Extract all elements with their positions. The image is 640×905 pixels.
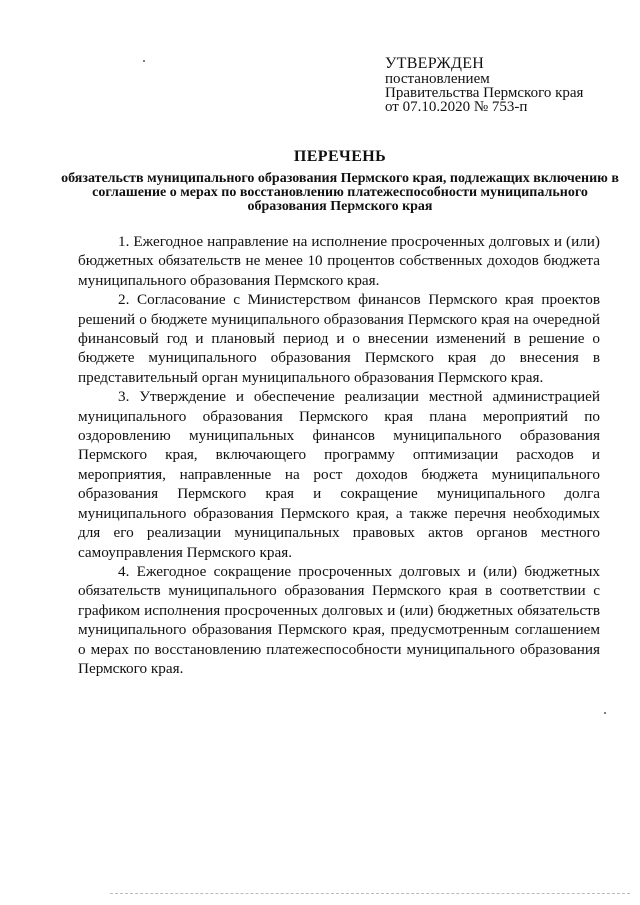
approval-stamp (385, 55, 625, 114)
document-title: ПЕРЕЧЕНЬ (293, 148, 387, 165)
document-body (78, 232, 600, 678)
approval-line: от 07.10.2020 № 753-п (385, 99, 528, 115)
list-item: 2. Согласование с Министерством финансов Пермского края проектов решений о бюджете муниципального образования Пермского края на очередной финансовый год и плановый период и о внесении изменений в решение о бюджете муниципального образования Пермского края до внесения в представительный орган муниципального образования Пермского края. (78, 291, 600, 386)
document-subtitle: обязательств муниципального образования Пермского края, подлежащих включению в соглашение о мерах по восстановлению платежеспособности муниципального образования Пермского края (61, 171, 619, 214)
approval-line: постановлением (385, 71, 490, 87)
approval-line: Правительства Пермского края (385, 85, 584, 101)
list-item: 4. Ежегодное сокращение просроченных долговых и (или) бюджетных обязательств муниципального образования Пермского края в соответствии с графиком исполнения просроченных долговых и (или) бюджетных обязательств муниципального образования Пермского края, предусмотренным соглашением о мерах по восстановлению платежеспособности муниципального образования Пермского края. (78, 562, 600, 677)
scan-edge-artifact (110, 893, 630, 895)
approval-title: УТВЕРЖДЕН (385, 55, 485, 72)
scan-speck (604, 712, 606, 714)
list-item: 3. Утверждение и обеспечение реализации местной администрацией муниципального образования Пермского края плана мероприятий по оздоровлению муниципальных финансов муниципального образования Пермского края, включающего программу оптимизации расходов и мероприятия, направленные на рост доходов бюджета муниципального образования Пермского края и сокращение муниципального долга муниципального образования Пермского края, а также перечня необходимых для его реализации муниципальных правовых актов органов местного самоуправления Пермского края. (78, 388, 600, 561)
list-item: 1. Ежегодное направление на исполнение просроченных долговых и (или) бюджетных обязательств не менее 10 процентов собственных доходов бюджета муниципального образования Пермского края. (78, 233, 600, 289)
scan-speck (143, 60, 145, 62)
